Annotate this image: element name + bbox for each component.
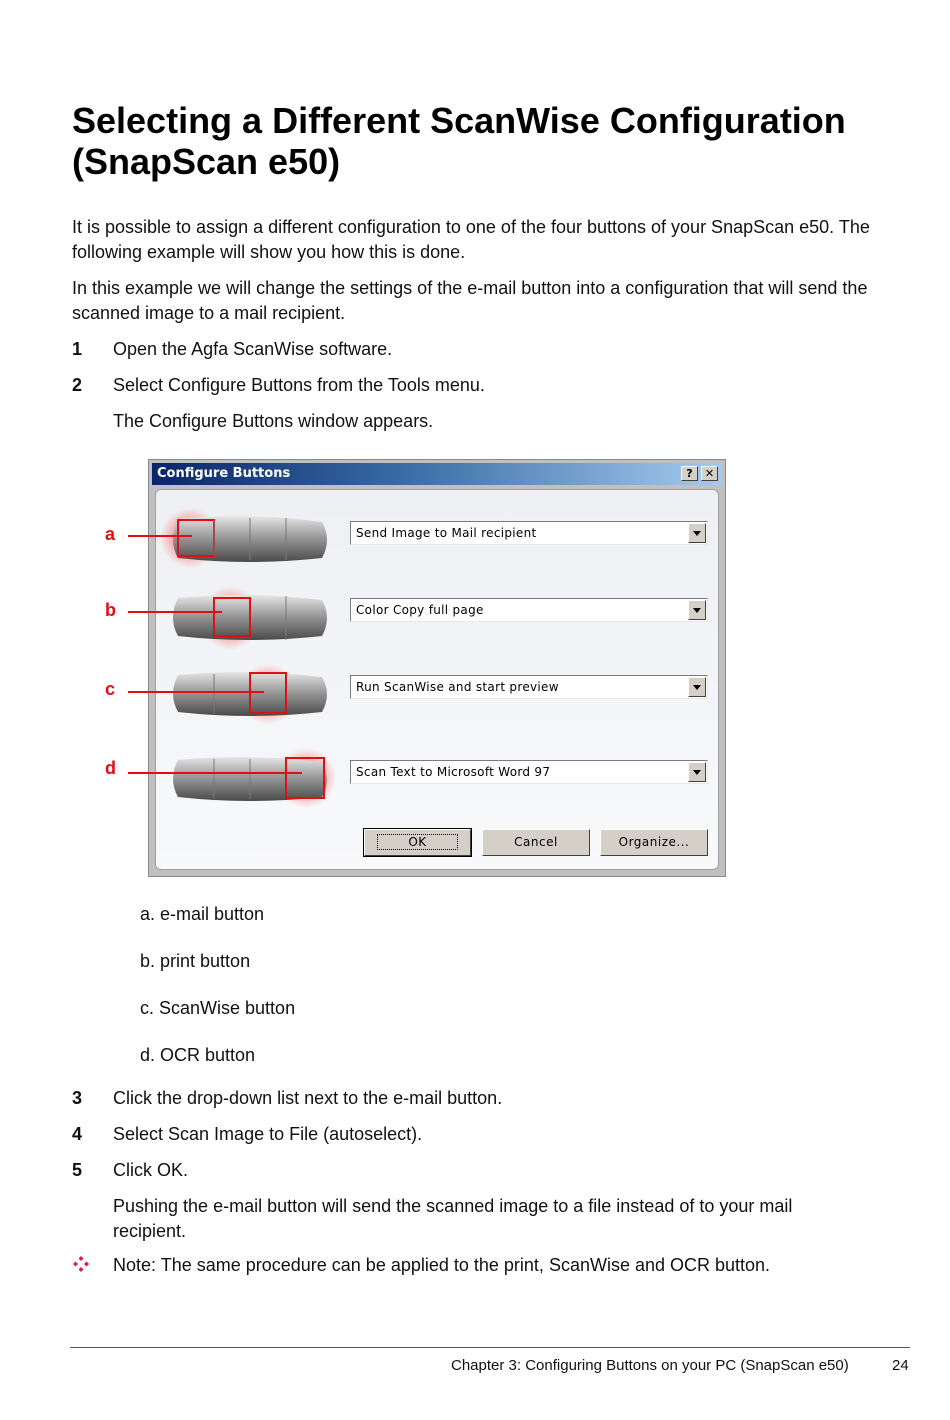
legend-item-b: b. print button bbox=[140, 951, 251, 971]
combo-button-b[interactable] bbox=[350, 598, 708, 622]
ok-button[interactable] bbox=[364, 829, 471, 856]
note-diamond-icon bbox=[72, 1255, 90, 1273]
legend-item-c: c. ScanWise button bbox=[140, 998, 296, 1018]
step-number-4: 4 bbox=[72, 1124, 83, 1144]
footer-divider bbox=[70, 1347, 910, 1348]
note-text: Note: The same procedure can be applied to the print, ScanWise and OCR button. bbox=[113, 1255, 771, 1275]
step-number-1: 1 bbox=[72, 339, 83, 359]
callout-letter-b: b bbox=[105, 600, 116, 620]
callout-line-d bbox=[128, 772, 302, 774]
cancel-button[interactable]: Cancel bbox=[482, 829, 590, 856]
step-text-1: Open the Agfa ScanWise software. bbox=[113, 339, 393, 359]
step-number-3: 3 bbox=[72, 1088, 83, 1108]
intro-paragraph-2: In this example we will change the settings of the e-mail button into a configuration that will send the scanned image to a mail recipient. bbox=[72, 278, 868, 323]
close-button[interactable]: ✕ bbox=[701, 466, 718, 481]
dialog-title: Configure Buttons bbox=[157, 466, 291, 481]
footer-page-number: 24 bbox=[892, 1357, 909, 1374]
combo-button-a[interactable] bbox=[350, 521, 708, 545]
callout-letter-c: c bbox=[105, 679, 116, 699]
step-number-2: 2 bbox=[72, 375, 83, 395]
help-button[interactable]: ? bbox=[681, 466, 698, 481]
footer-chapter: Chapter 3: Configuring Buttons on your PC (SnapScan e50) bbox=[451, 1357, 849, 1374]
callout-letter-a: a bbox=[105, 524, 116, 544]
combo-button-c[interactable] bbox=[350, 675, 708, 699]
callout-line-a bbox=[128, 535, 192, 537]
page-title: Selecting a Different ScanWise Configuration (SnapScan e50) bbox=[72, 100, 846, 182]
chevron-down-icon[interactable] bbox=[688, 523, 706, 543]
callout-line-c bbox=[128, 691, 264, 693]
legend-item-d: d. OCR button bbox=[140, 1045, 256, 1065]
step-text-2: Select Configure Buttons from the Tools menu. bbox=[113, 375, 485, 395]
step-number-5: 5 bbox=[72, 1160, 83, 1180]
ok-button-label: OK bbox=[377, 834, 457, 850]
step-text-4: Select Scan Image to File (autoselect). bbox=[113, 1124, 423, 1144]
step-5-followup: Pushing the e-mail button will send the scanned image to a file instead of to your mail recipient. bbox=[113, 1196, 793, 1241]
chevron-down-icon[interactable] bbox=[688, 762, 706, 782]
legend-item-a: a. e-mail button bbox=[140, 904, 265, 924]
chevron-down-icon[interactable] bbox=[688, 600, 706, 620]
chevron-down-icon[interactable] bbox=[688, 677, 706, 697]
combo-a-value: Send Image to Mail recipient bbox=[356, 526, 537, 540]
step-text-5: Click OK. bbox=[113, 1160, 189, 1180]
organize-button[interactable]: Organize... bbox=[600, 829, 708, 856]
intro-paragraph-1: It is possible to assign a different configuration to one of the four buttons of your SnapScan e50. The following example will show you how this is done. bbox=[72, 217, 870, 262]
dialog-titlebar bbox=[152, 463, 722, 485]
step-2-followup: The Configure Buttons window appears. bbox=[113, 411, 434, 431]
step-text-3: Click the drop-down list next to the e-mail button. bbox=[113, 1088, 503, 1108]
callout-line-b bbox=[128, 611, 222, 613]
combo-c-value: Run ScanWise and start preview bbox=[356, 680, 559, 694]
combo-d-value: Scan Text to Microsoft Word 97 bbox=[356, 765, 551, 779]
combo-b-value: Color Copy full page bbox=[356, 603, 484, 617]
combo-button-d[interactable] bbox=[350, 760, 708, 784]
callout-letter-d: d bbox=[105, 758, 116, 778]
